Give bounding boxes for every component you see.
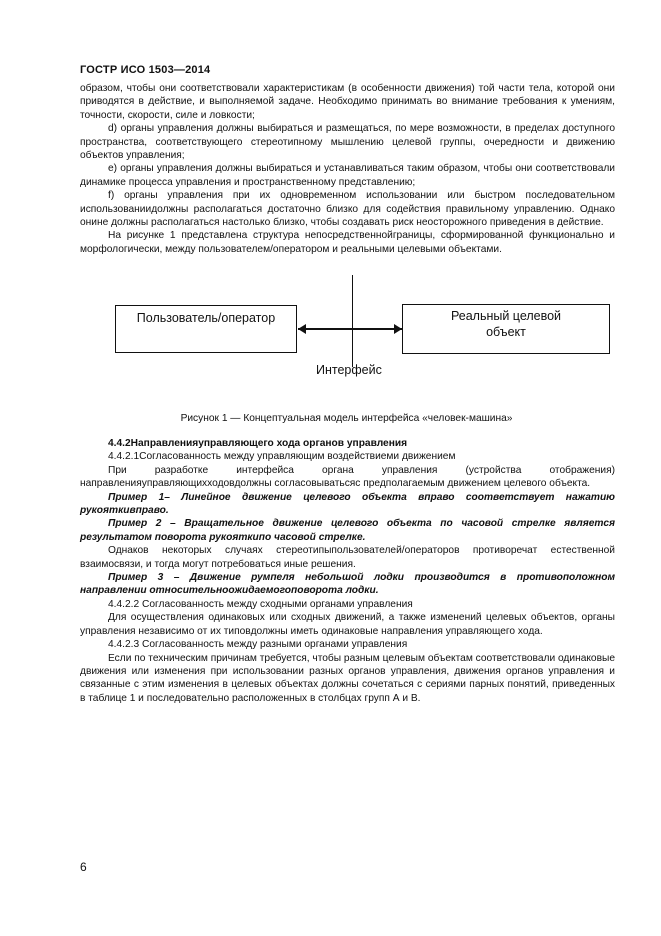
interface-label: Интерфейс [316,363,382,377]
example-3: Пример 3 – Движение румпеля небольшой лодки производится в противоположном направлении относительноожидаемогоповорота лодки. [80,572,615,597]
paragraph-continuation: образом, чтобы они соответствовали характеристикам (в особенности движения) той части тела, которой они приводятся в действие, и выполняемой задаче. Необходимо принимать во внимание требования к умениям, точности, скорости, силе и ловкости; [80,83,615,121]
page-number: 6 [80,860,87,874]
example-2: Пример 2 – Вращательное движение целевого объекта по часовой стрелке является результатом поворота рукояткипо часовой стрелке. [80,518,615,543]
target-object-label: Реальный целевой объект [450,309,562,339]
subsection-4-4-2-1-text: При разработке интерфейса органа управления (устройства отображения) направленияуправляющихходовдолжны согласовыватьсяс предполагаемым движением целевого объекта. [80,464,615,490]
intro-paragraphs [80,82,615,256]
section-heading: 4.4.2Направленияуправляющего хода органов управления [108,438,408,449]
subsection-4-4-2-2-text: Для осуществления одинаковых или сходных движений, а также изменений целевых объектов, органы управления независимо от их типовдолжны иметь одинаковые направления управляющего хода. [80,612,615,637]
paragraph-item-d: d) органы управления должны выбираться и размещаться, по мере возможности, в пределах доступного пространства, соответствующего стереотипному мышлению целевой группы, очередности и движению объектов управления; [80,123,615,162]
user-operator-box [115,305,297,353]
subsection-4-4-2-3-text: Если по техническим причинам требуется, чтобы разным целевым объектам соответствовали одинаковые движения или изменения при использовании разных органов управления, движения органов управления и связанные с этим изменения в целевых объектах должны сочетаться с сериями парных понятий, приведенных в таблице 1 и последовательно расположенных в столбцах групп А и В. [80,652,615,704]
subsection-4-4-2-2: 4.4.2.2 Согласованность между сходными органами управления [108,598,413,610]
interface-boundary-line [352,275,353,367]
subsection-4-4-2-1-text-2: Однаков некоторых случаях стереотипыпользователей/операторов противоречат естественной взаимосвязи, и тогда могут потребоваться иные решения. [80,545,615,570]
bidirectional-arrow-line [298,328,402,330]
paragraph-item-e: e) органы управления должны выбираться и устанавливаться таким образом, чтобы они соответствовали динамике процесса управления и пространственному представлению; [80,163,615,188]
example-1: Пример 1– Линейное движение целевого объекта вправо соответствует нажатию рукояткивправо. [80,491,615,517]
subsection-4-4-2-1: 4.4.2.1Согласованность между управляющим воздействиеми движением [108,451,456,463]
target-object-box [402,304,610,354]
user-operator-label: Пользователь/оператор [136,311,276,325]
section-4-4-2 [80,437,615,705]
subsection-4-4-2-3: 4.4.2.3 Согласованность между разными органами управления [108,639,408,651]
interface-diagram [0,275,661,405]
arrow-right-icon [394,324,402,334]
arrow-left-icon [298,324,306,334]
paragraph-figure-intro: На рисунке 1 представлена структура непосредственнойграницы, сформированной функционально и морфологически, между пользователем/оператором и реальными целевыми объектами. [80,230,615,255]
figure-caption: Рисунок 1 — Концептуальная модель интерфейса «человек-машина» [180,413,513,424]
paragraph-item-f: f) органы управления при их одновременном использовании или быстром последовательном использованиидолжны располагаться достаточно близко для содействия правильному управлению. Однако онине должны располагаться настолько близко, чтобы создавать риск неосторожного приведения в действие. [80,190,615,229]
document-header: ГОСТР ИСО 1503—2014 [80,64,211,76]
